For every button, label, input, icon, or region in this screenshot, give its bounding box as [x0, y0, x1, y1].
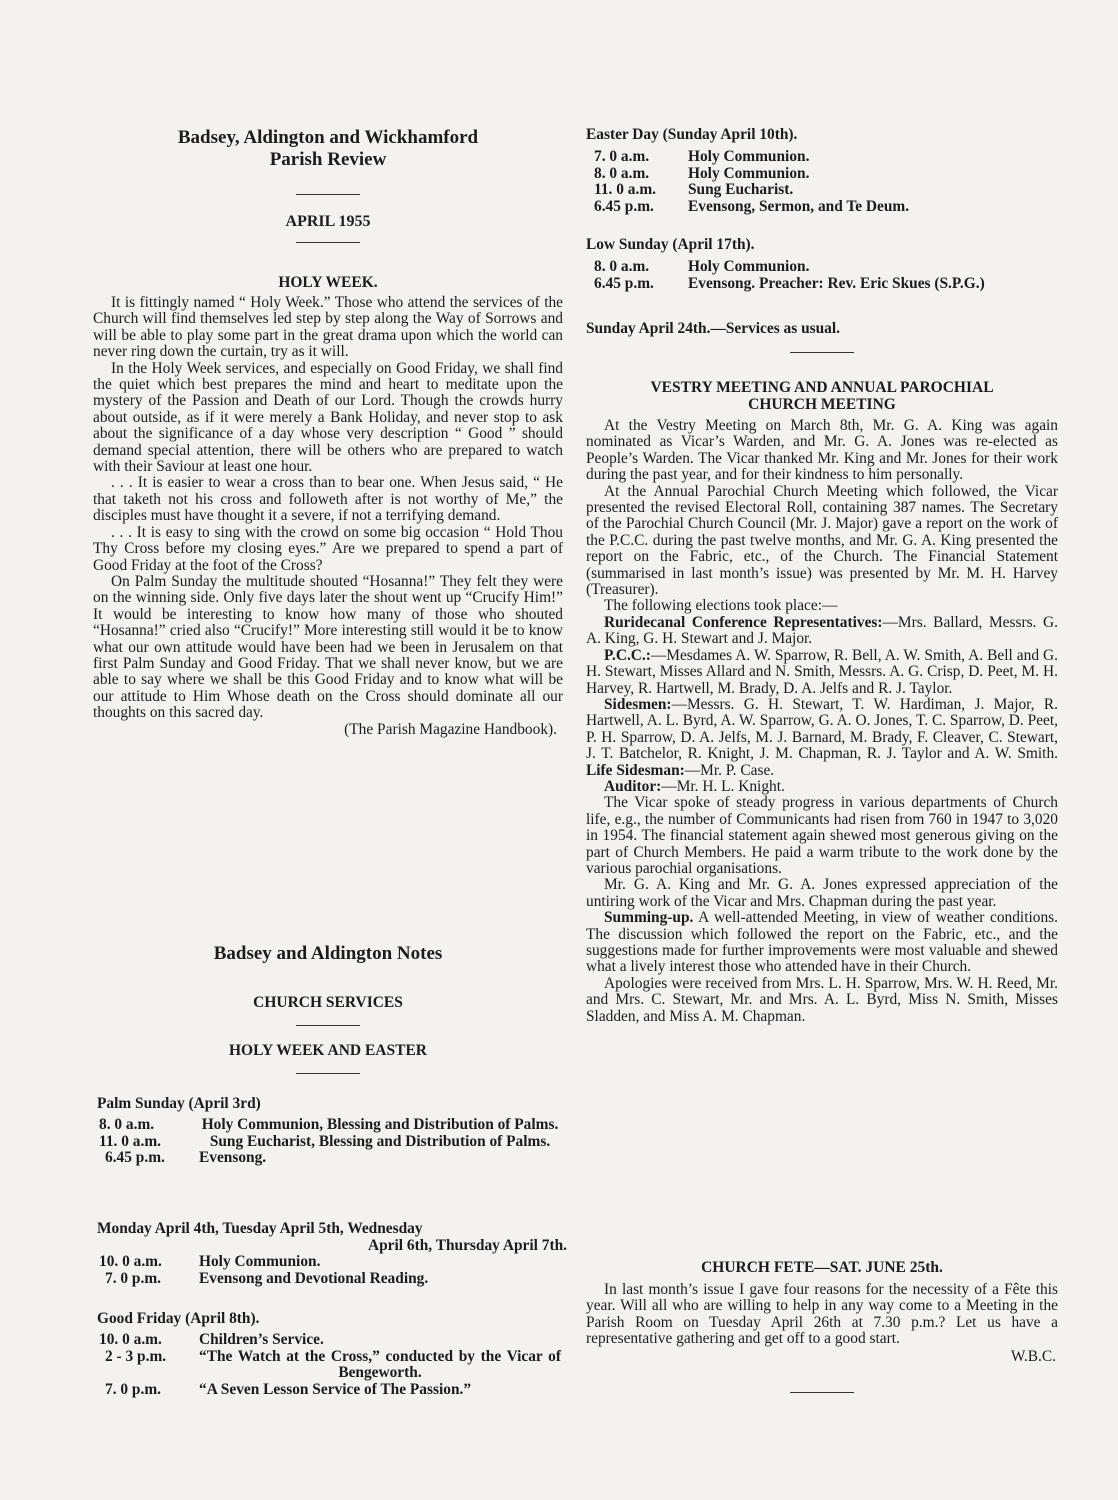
service-desc: Holy Communion. — [199, 1253, 321, 1270]
service-time: 6.45 p.m. — [105, 1149, 165, 1166]
schedule-row — [99, 1254, 428, 1271]
auditor-paragraph — [586, 779, 1058, 795]
paragraph: . . . It is easier to wear a cross than to bear one. When Jesus said, “ He that taketh not his cross and followeth after is not worthy of Me,” the disciples must have thought it a severe, if not a terrifying demand. — [93, 474, 563, 525]
service-time: 2 - 3 p.m. — [105, 1347, 167, 1365]
schedule-title: Low Sunday (April 17th). — [586, 236, 755, 253]
vestry-heading-line-1: VESTRY MEETING AND ANNUAL PAROCHIAL — [650, 379, 994, 396]
good-friday-schedule — [97, 1310, 563, 1398]
signature: W.B.C. — [1010, 1347, 1056, 1365]
service-desc: “The Watch at the Cross,” conducted by the Vicar of Bengeworth. — [199, 1347, 561, 1381]
divider — [296, 1025, 360, 1026]
service-time: 8. 0 a.m. — [594, 164, 650, 182]
schedule-row — [594, 276, 985, 293]
text: —Mesdames A. W. Sparrow, R. Bell, A. W. Smith, A. Bell and G. H. Stewart, Misses Allard and N. Smith, Messrs. A. G. Crisp, D. Peet, M. H. Harvey, R. Hartwell, M. Brady, D. A. Jelfs and R. J. Taylor. — [586, 646, 1058, 697]
paragraph: It is fittingly named “ Holy Week.” Those who attend the services of the Church will find themselves led step by step along the Way of Sorrows and will be able to play some part in the great drama upon which the world can never ring down the curtain, try as it will. — [93, 294, 563, 361]
paragraph: In the Holy Week services, and especially on Good Friday, we shall find the quiet which best prepares the mind and heart to meditate upon the mystery of the Passion and Death of our Lord. Though the crowds hurry about outside, as if it were merely a Bank Holiday, and never stop to ask about the significance of a day whose very description “ Good ” should demand special attention, there will be others who are prepared to watch with their Saviour at least one hour. — [93, 359, 563, 476]
service-desc: Holy Communion. — [688, 164, 810, 182]
palm-sunday-schedule — [97, 1095, 563, 1167]
paragraph: At the Vestry Meeting on March 8th, Mr. G. A. King was again nominated as Vicar’s Warden, and Mr. G. A. Jones was re-elected as People’s Warden. The Vicar thanked Mr. King and Mr. Jones for their work during the past year, and for their kindness to him personally. — [586, 417, 1058, 484]
holy-week-article — [93, 295, 563, 738]
schedule-row — [594, 166, 909, 183]
paragraph: The following elections took place:— — [604, 597, 838, 615]
vestry-heading — [586, 379, 1058, 413]
church-fete-heading: CHURCH FETE—SAT. JUNE 25th. — [701, 1259, 943, 1276]
schedule-row — [99, 1150, 561, 1167]
divider — [790, 352, 854, 353]
service-time: 6.45 p.m. — [594, 274, 654, 292]
service-desc: Children’s Service. — [199, 1331, 324, 1348]
low-sunday-schedule — [586, 236, 1058, 292]
paragraph: The Vicar spoke of steady progress in various departments of Church life, e.g., the number of Communicants had risen from 760 in 1947 to 3,020 in 1954. The financial statement again shewed most generous giving on the part of Church Members. He paid a warm tribute to the work done by the various parochial organisations. — [586, 794, 1058, 877]
church-fete-article — [586, 1282, 1058, 1365]
pcc-paragraph — [586, 648, 1058, 697]
service-time: 8. 0 a.m. — [594, 258, 650, 275]
schedule-row — [99, 1134, 561, 1151]
service-desc: Sung Eucharist, Blessing and Distribution of Palms. — [209, 1132, 551, 1150]
paragraph: On Palm Sunday the multitude shouted “Hosanna!” They felt they were on the winning side. Only five days later the shout went up “Crucify Him!” It would be interesting to know how many of those who shouted “Hosanna!” cried also “Crucify!” More interesting still would it be to know what our own attitude would have been had we been in Jerusalem on that first Palm Sunday and Good Friday. That we shall never know, but we are able to say where we shall be this Good Friday and to know what will be our attitude to Him Whose death on the Cross should dominate all our thoughts on this sacred day. — [93, 572, 563, 722]
service-time: 7. 0 a.m. — [594, 148, 650, 165]
label: P.C.C.: — [604, 646, 651, 664]
service-time: 6.45 p.m. — [594, 197, 654, 215]
service-desc: Evensong. Preacher: Rev. Eric Skues (S.P.G.) — [688, 274, 985, 292]
paragraph: At the Annual Parochial Church Meeting which followed, the Vicar presented the revised Electoral Roll, containing 387 names. The Secretary of the Parochial Church Council (Mr. J. Major) gave a report on the work of the P.C.C. during the past twelve months, and Mr. G. A. King presented the report on the Fabric, etc., of the Church. The Financial Statement (summarised in last month’s issue) was presented by Mr. M. H. Harvey (Treasurer). — [586, 482, 1058, 599]
schedule-row — [594, 182, 909, 199]
vestry-article — [586, 418, 1058, 1025]
label: Ruridecanal Conference Representatives: — [604, 613, 883, 631]
vestry-heading-line-2: CHURCH MEETING — [748, 396, 896, 413]
schedule-table — [594, 259, 985, 292]
schedule-row — [99, 1382, 561, 1399]
holy-week-heading: HOLY WEEK. — [278, 274, 378, 291]
service-time: 7. 0 p.m. — [105, 1380, 162, 1398]
service-desc: Holy Communion. — [688, 258, 810, 275]
divider — [296, 242, 360, 243]
title-line-1: Badsey, Aldington and Wickhamford — [177, 127, 479, 148]
source-citation: (The Parish Magazine Handbook). — [344, 720, 557, 738]
schedule-row — [99, 1349, 561, 1382]
schedule-row — [594, 149, 909, 166]
schedule-title: Easter Day (Sunday April 10th). — [586, 126, 798, 143]
magazine-title — [93, 127, 563, 171]
schedule-table — [594, 149, 909, 215]
divider — [296, 194, 360, 195]
divider — [790, 1392, 854, 1393]
service-desc: Evensong, Sermon, and Te Deum. — [688, 197, 910, 215]
label: Life Sidesman: — [586, 761, 685, 779]
schedule-row — [594, 259, 985, 276]
service-desc: Holy Communion. — [688, 148, 810, 165]
title-line-2: Parish Review — [269, 149, 387, 170]
paragraph: In last month’s issue I gave four reasons for the necessity of a Fête this year. Will all who are willing to help in any way come to a Meeting in the Parish Room on Tuesday April 26th at 7.30 p.m.? Let us have a representative gathering and get off to a good start. — [586, 1281, 1058, 1348]
schedule-title-line-2: April 6th, Thursday April 7th. — [368, 1237, 567, 1254]
service-desc: Evensong and Devotional Reading. — [199, 1269, 429, 1287]
service-time: 11. 0 a.m. — [594, 181, 656, 198]
label: Summing-up. — [604, 909, 694, 927]
schedule-table — [99, 1332, 561, 1398]
paragraph: Mr. G. A. King and Mr. G. A. Jones expressed appreciation of the untiring work of the Vicar and Mrs. Chapman during the past year. — [586, 876, 1058, 910]
divider — [296, 1073, 360, 1074]
easter-day-schedule — [586, 126, 1058, 215]
paragraph: . . . It is easy to sing with the crowd on some big occasion “ Hold Thou Thy Cross before my closing eyes.” Are we prepared to spend a part of Good Friday at the foot of the Cross? — [93, 523, 563, 574]
schedule-table — [99, 1254, 428, 1287]
ruridecanal-paragraph — [586, 615, 1058, 648]
paragraph: Apologies were received from Mrs. L. H. Sparrow, Mrs. W. H. Reed, Mr. and Mrs. C. Stewart, Mr. and Mrs. A. L. Byrd, Miss N. Smith, Misses Sladden, and Miss A. M. Chapman. — [586, 974, 1058, 1025]
label: Auditor: — [604, 777, 662, 795]
schedule-table — [99, 1117, 561, 1167]
church-services-heading: CHURCH SERVICES — [253, 994, 403, 1011]
schedule-row — [99, 1271, 428, 1288]
service-desc: “A Seven Lesson Service of The Passion.” — [199, 1380, 472, 1398]
service-time: 10. 0 a.m. — [99, 1331, 162, 1348]
april-24-notice: Sunday April 24th.—Services as usual. — [586, 320, 840, 337]
service-time: 11. 0 a.m. — [99, 1132, 161, 1150]
service-time: 7. 0 p.m. — [105, 1269, 162, 1287]
schedule-row — [99, 1117, 561, 1134]
text: —Mr. P. Case. — [684, 761, 775, 779]
sidesmen-paragraph — [586, 697, 1058, 779]
service-desc: Holy Communion, Blessing and Distribution of Palms. — [201, 1116, 559, 1133]
schedule-title: Good Friday (April 8th). — [97, 1310, 260, 1327]
notes-heading: Badsey and Aldington Notes — [213, 943, 443, 964]
midweek-schedule — [97, 1220, 567, 1287]
issue-date: APRIL 1955 — [285, 213, 371, 230]
text: —Messrs. G. H. Stewart, T. W. Hardiman, J. Major, R. Hartwell, A. L. Byrd, A. W. Sparrow, G. A. O. Jones, T. C. Sparrow, D. Peet, P. H. Sparrow, D. A. Jelfs, M. J. Barnard, M. Brady, F. Cleaver, C. Stewart, J. T. Batchelor, R. Knight, J. M. Chapman, R. J. Taylor and A. W. Smith. — [586, 695, 1058, 763]
summing-up-paragraph — [586, 910, 1058, 976]
schedule-row — [594, 199, 909, 216]
schedule-row — [99, 1332, 561, 1349]
service-desc: Evensong. — [199, 1149, 267, 1166]
label: Sidesmen: — [604, 695, 672, 713]
holy-week-easter-heading: HOLY WEEK AND EASTER — [229, 1042, 427, 1059]
text: —Mrs. Ballard, Messrs. G. A. King, G. H. Stewart and J. Major. — [586, 613, 1058, 648]
schedule-title-line-1: Monday April 4th, Tuesday April 5th, Wednesday — [97, 1220, 423, 1237]
schedule-title: Palm Sunday (April 3rd) — [97, 1095, 261, 1112]
service-desc: Sung Eucharist. — [688, 181, 794, 198]
service-time: 10. 0 a.m. — [99, 1253, 162, 1270]
text: —Mr. H. L. Knight. — [661, 777, 785, 795]
service-time: 8. 0 a.m. — [99, 1116, 155, 1133]
text: A well-attended Meeting, in view of weather conditions. The discussion which followed the report on the Fabric, etc., and the suggestions made for further improvements were most valuable and shewed what a lively interest those who attended have in their Church. — [586, 909, 1058, 976]
